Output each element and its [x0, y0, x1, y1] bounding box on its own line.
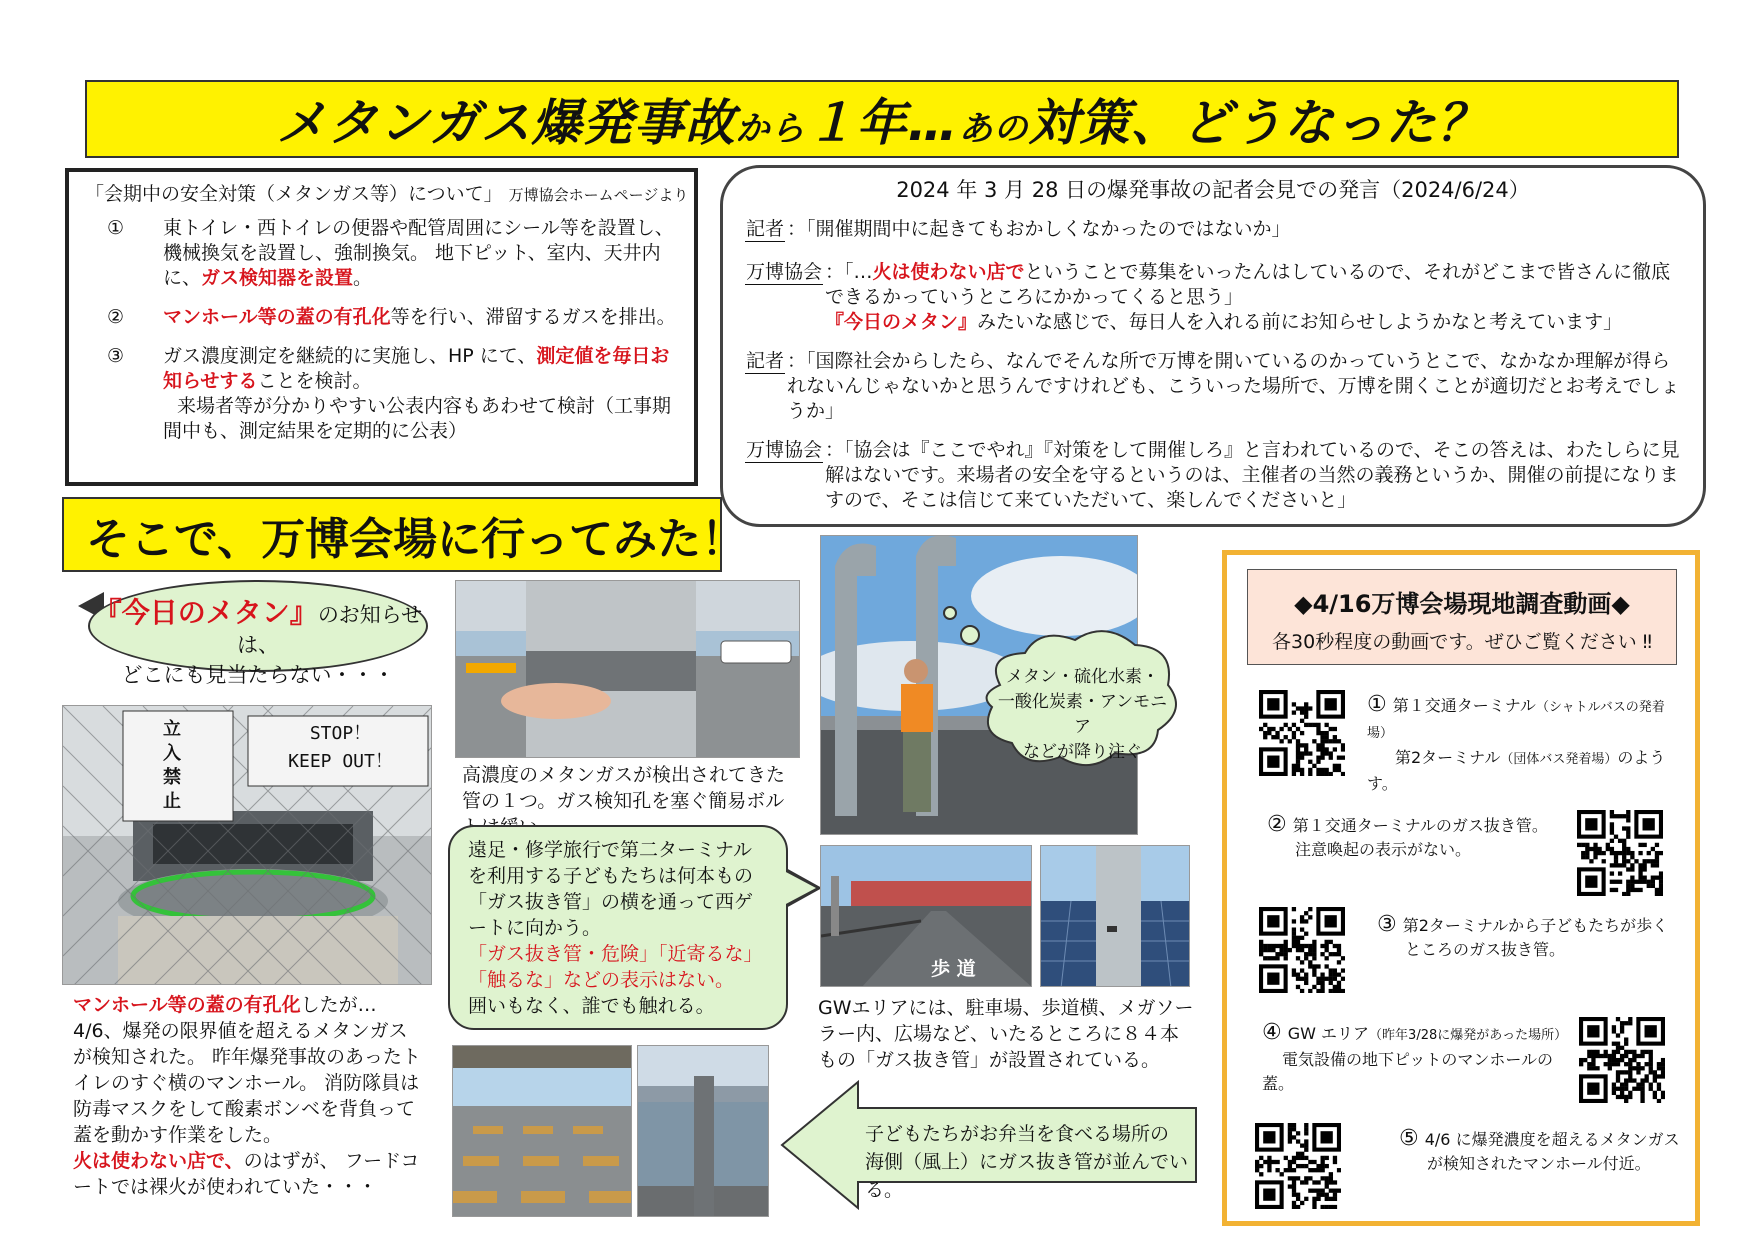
walkway-label: 歩 道 — [931, 958, 976, 980]
manhole-caption: マンホール等の蓋の有孔化したが… 4/6、爆発の限界値を超えるメタンガスが検知された。 昨年爆発事故のあったトイレのすぐ横のマンホール。 消防隊員は防毒マスクをして酸素ボンベを背負って蓋を動かす作業をした。 火は使わない店で、のはずが、 フードコートでは裸火が使われていた・・・ — [73, 994, 421, 1198]
manhole-photo — [62, 705, 432, 985]
qr-code[interactable] — [1579, 1017, 1665, 1103]
pipe-caption: 高濃度のメタンガスが検出されてきた管の１つ。ガス検知孔を塞ぐ簡易ボル — [462, 764, 786, 812]
speaker-label: 記者 — [746, 350, 785, 372]
qr-code[interactable] — [1255, 1123, 1341, 1209]
press-row: 万博協会 ：「協会は『ここでやれ』『対策をして開催しろ』と言われているので、そこの答えは、わたしらに見解はないです。来場者の安全を守るというのは、主催者の当然の義務というか、開催の前提になりますので、そこは信じて来ていただいて、楽しんでくださいと」 — [746, 439, 1680, 511]
video-subtitle: 各30秒程度の動画です。ぜひご覧ください ‼ — [1272, 631, 1652, 653]
press-row: 記者 ：「国際社会からしたら、なんでそんな所で万博を開いているのかっていうとこで、なかなか理解が得られないんじゃないかと思うんですけれども、こういった場所で、万博を開くことが適切だとお考えでしょうか」 — [746, 350, 1680, 422]
press-conference-box — [720, 165, 1706, 527]
speech-bubble-kids: 遠足・修学旅行で第二ターミナルを利用する子どもたちは何本もの「ガス抜き管」の横を通って西ゲートに向かう。 「ガス抜き管・危険」「近寄るな」「触るな」などの表示はない。 囲いもなく、誰でも触れる。 — [448, 825, 788, 1030]
sub-banner — [62, 497, 746, 572]
qr-pattern — [1255, 1123, 1341, 1209]
speaker-label: 万博協会 — [746, 439, 823, 461]
qr-code[interactable] — [1259, 907, 1345, 993]
qr-pattern — [1259, 907, 1345, 993]
press-row: 記者 ：「開催期間中に起きてもおかしくなかったのではないか」 — [746, 218, 1291, 240]
page-title: メタンガス爆発事故から１年…あの対策、どうなった？ — [276, 94, 1488, 152]
cloud-text: メタン・硫化水素・ 一酸化炭素・アンモニア などが降り注ぐ — [997, 667, 1168, 762]
sign-tate: 立入禁止 — [163, 719, 181, 812]
measure-item-2: ② マンホール等の蓋の有孔化等を行い、滞留するガスを排出。 — [107, 306, 676, 328]
speaker-label: 記者 — [746, 218, 785, 240]
arrow-text: 子どもたちがお弁当を食べる場所の 海側（風上）にガス抜き管が並んでいる。 — [865, 1123, 1189, 1201]
video-item-4: ④ GW エリア（昨年3/28に爆発があった場所） 電気設備の地下ピットのマンホールの蓋。 — [1262, 1020, 1568, 1093]
measure-item-1: ① 東トイレ・西トイレの便器や配管周囲にシール等を設置し、機械換気を設置し、強制換気。 地下ピット、室内、天井内に、ガス検知器を設置。 — [107, 217, 674, 289]
food-court-photo — [452, 1045, 632, 1217]
gw-caption: GWエリアには、駐車場、歩道横、メガソーラー内、広場など、いたるところに８４本もの「ガス抜き管」が設置されている。 — [818, 997, 1194, 1071]
title-banner — [85, 80, 1679, 158]
video-header — [1247, 569, 1677, 665]
video-qr-box — [1222, 550, 1700, 1226]
video-item-2: ② 第１交通ターミナルのガス抜き管。 注意喚起の表示がない。 — [1267, 812, 1548, 859]
walkway-photo — [820, 845, 1032, 987]
speech-bubble-metan: 『今日のメタン』のお知らせは、 どこにも見当たらない・・・ — [88, 580, 428, 672]
sub-banner-title: そこで、万博会場に行ってみた！ — [86, 513, 746, 565]
safety-measures-box — [65, 168, 698, 486]
sign-keep-out: STOP！ KEEP OUT！ — [288, 723, 393, 772]
solar-pipe-photo — [1040, 845, 1190, 987]
video-item-3: ③ 第2ターミナルから子どもたちが歩く ところのガス抜き管。 — [1377, 912, 1669, 959]
press-header: 2024 年 3 月 28 日の爆発事故の記者会見での発言（2024/6/24） — [896, 178, 1530, 202]
sea-pipe-photo — [637, 1045, 769, 1217]
qr-pattern — [1577, 810, 1663, 896]
video-item-5: ⑤ 4/6 に爆発濃度を超えるメタンガス が検知されたマンホール付近。 — [1399, 1126, 1680, 1173]
video-item-1: ① 第１交通ターミナル（シャトルバスの発着場） 第2ターミナル（団体バス発着場）のようす。 — [1367, 692, 1666, 793]
qr-code[interactable] — [1259, 690, 1345, 776]
measure-item-3: ③ ガス濃度測定を継続的に実施し、HP にて、測定値を毎日お知らせすることを検討。 来場者等が分かりやすい公表内容もあわせて検討（工事期間中も、測定結果を定期的に公表） — [107, 345, 672, 442]
measures-header: 「会期中の安全対策（メタンガス等）について」 万博協会ホームページより — [85, 183, 689, 205]
qr-pattern — [1259, 690, 1345, 776]
qr-pattern — [1579, 1017, 1665, 1103]
press-row: 万博協会 ：「…火は使わない店でということで募集をいったんはしているので、それがどこまで皆さんに徹底できるかっていうところにかかってくると思う」 『今日のメタン』みたいな感じで、毎日人を入れる前にお知らせしようかなと考えています」 — [746, 261, 1671, 333]
speaker-label: 万博協会 — [746, 261, 823, 283]
pipe-tape-photo — [455, 580, 800, 758]
qr-code[interactable] — [1577, 810, 1663, 896]
video-title: ◆4/16万博会場現地調査動画◆ — [1294, 590, 1630, 618]
